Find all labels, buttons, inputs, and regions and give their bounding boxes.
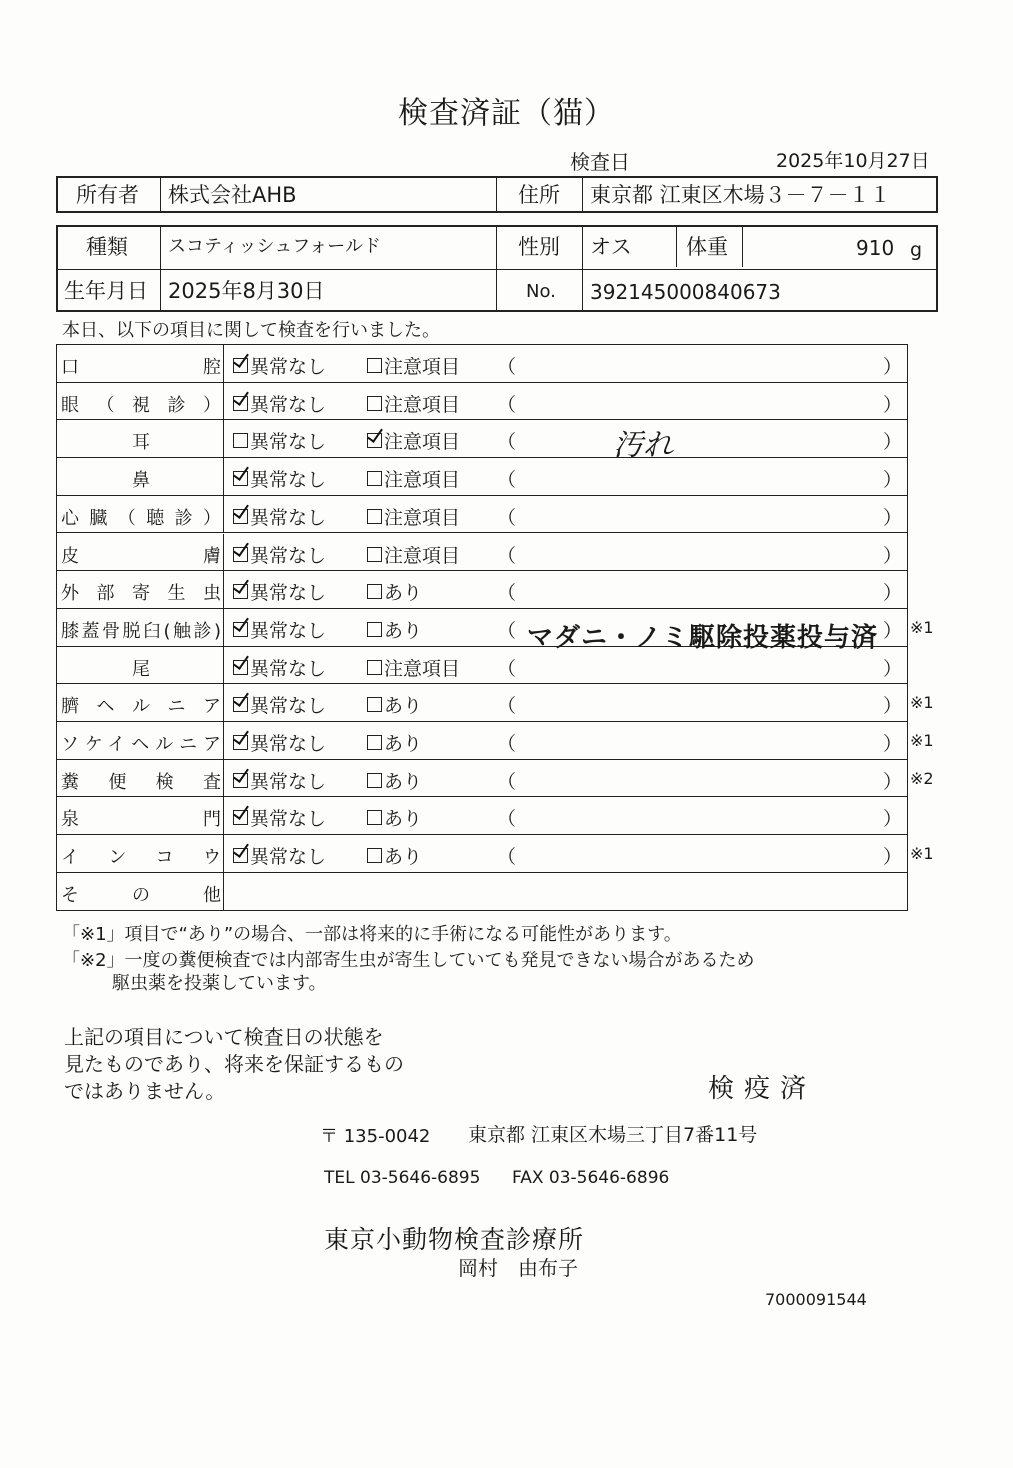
open-paren: （ <box>497 846 517 869</box>
option-label: あり <box>384 846 423 869</box>
microchip-number: 392145000840673 <box>590 280 781 304</box>
row-label: 尾 <box>132 658 150 680</box>
row-note: マダニ・ノミ駆除投薬投与済 <box>527 622 879 653</box>
table-row <box>57 647 907 685</box>
second-option[interactable] <box>367 729 422 756</box>
close-paren: ） <box>883 695 903 718</box>
normal-option[interactable] <box>233 691 326 718</box>
option-label: 注意項目 <box>384 544 461 567</box>
document-number: 7000091544 <box>765 1290 867 1309</box>
disclaimer-line-2: 見たものであり、将来を保証するもの <box>64 1052 404 1076</box>
checked-box-icon[interactable] <box>233 697 248 712</box>
row-label: 口 腔 <box>61 357 221 378</box>
second-option[interactable] <box>367 578 422 605</box>
checkbox-icon[interactable] <box>367 773 382 788</box>
option-label: 注意項目 <box>384 506 461 529</box>
table-row <box>57 496 907 534</box>
postal-code: 〒 135-0042 <box>320 1126 431 1147</box>
checkbox-icon[interactable] <box>367 396 382 411</box>
checkbox-icon[interactable] <box>367 810 382 825</box>
second-option[interactable] <box>367 842 422 869</box>
normal-option[interactable] <box>233 616 326 643</box>
normal-option[interactable] <box>233 541 326 568</box>
address-label: 住所 <box>518 183 560 207</box>
option-label: 異常なし <box>250 619 327 642</box>
option-label: 異常なし <box>250 506 327 529</box>
normal-option[interactable] <box>233 842 326 869</box>
no-label: No. <box>526 281 556 302</box>
option-label: 異常なし <box>250 695 327 718</box>
option-label: 注意項目 <box>384 469 461 492</box>
option-label: 異常なし <box>250 356 327 378</box>
row-label: 鼻 <box>132 470 150 492</box>
table-row <box>57 458 907 496</box>
intro-text: 本日、以下の項目に関して検査を行いました。 <box>62 320 440 341</box>
option-label: 異常なし <box>250 393 327 416</box>
clinic-name: 東京小動物検査診療所 <box>324 1225 585 1254</box>
option-label: 注意項目 <box>384 356 461 378</box>
checked-box-icon[interactable] <box>367 433 382 448</box>
footnote-mark: ※1 <box>910 617 934 637</box>
close-paren: ） <box>883 356 903 378</box>
checkbox-icon[interactable] <box>367 697 382 712</box>
second-option[interactable] <box>367 427 460 454</box>
quarantine-stamp: 検疫済 <box>708 1074 817 1104</box>
footnote-mark: ※1 <box>910 693 934 713</box>
weight-value: 910 <box>856 236 895 260</box>
open-paren: （ <box>497 431 517 454</box>
second-option[interactable] <box>367 767 422 794</box>
weight-label: 体重 <box>686 235 728 259</box>
open-paren: （ <box>497 393 517 416</box>
open-paren: （ <box>497 808 517 831</box>
close-paren: ） <box>883 733 903 755</box>
table-row <box>57 571 907 609</box>
table-row <box>57 609 907 653</box>
option-label: 異常なし <box>250 657 327 680</box>
normal-option[interactable] <box>233 804 326 831</box>
normal-option[interactable] <box>233 352 326 379</box>
footnote-2: 「※2」一度の糞便検査では内部寄生虫が寄生していても発見できない場合があるため <box>62 950 755 971</box>
close-paren: ） <box>883 544 903 567</box>
open-paren: （ <box>497 506 517 529</box>
footnote-2-cont: 駆虫薬を投薬しています。 <box>112 973 327 994</box>
normal-option[interactable] <box>233 390 326 417</box>
option-label: 異常なし <box>250 544 327 567</box>
close-paren: ） <box>883 770 903 793</box>
inspection-table <box>56 344 908 911</box>
normal-option[interactable] <box>233 465 326 492</box>
close-paren: ） <box>883 469 903 492</box>
owner-box <box>56 176 938 213</box>
close-paren: ） <box>883 506 903 529</box>
second-option[interactable] <box>367 390 460 417</box>
table-row <box>57 420 907 464</box>
checked-box-icon[interactable] <box>233 358 248 373</box>
close-paren: ） <box>883 431 903 454</box>
option-label: あり <box>384 582 423 605</box>
checkbox-icon[interactable] <box>367 584 382 599</box>
clinic-tel: TEL 03-5646-6895 <box>324 1168 481 1188</box>
open-paren: （ <box>497 469 517 492</box>
row-label: 皮 膚 <box>61 545 221 567</box>
checked-box-icon[interactable] <box>233 547 248 562</box>
breed-label: 種類 <box>86 235 128 259</box>
second-option[interactable] <box>367 691 422 718</box>
option-label: 異常なし <box>250 733 327 755</box>
option-label: 異常なし <box>250 582 327 605</box>
close-paren: ） <box>883 393 903 416</box>
checkbox-icon[interactable] <box>367 735 382 750</box>
normal-option[interactable] <box>233 767 326 794</box>
checkbox-icon[interactable] <box>367 622 382 637</box>
option-label: あり <box>384 770 423 793</box>
weight-unit: g <box>910 239 923 261</box>
clinic-address: 東京都 江東区木場三丁目7番11号 <box>468 1124 758 1146</box>
disclaimer-line-1: 上記の項目について検査日の状態を <box>64 1025 384 1049</box>
checked-box-icon[interactable] <box>233 509 248 524</box>
checked-box-icon[interactable] <box>233 471 248 486</box>
normal-option[interactable] <box>233 427 326 454</box>
option-label: 異常なし <box>250 846 327 869</box>
row-label: インコウ <box>61 847 221 869</box>
footnote-mark: ※1 <box>910 844 934 864</box>
open-paren: （ <box>497 657 517 680</box>
row-label: 眼（視診） <box>61 394 221 416</box>
option-label: 注意項目 <box>384 431 461 454</box>
checked-box-icon[interactable] <box>233 848 248 863</box>
footnote-mark: ※2 <box>910 768 934 788</box>
normal-option[interactable] <box>233 654 326 681</box>
normal-option[interactable] <box>233 729 326 756</box>
row-label: 臍ヘルニア <box>61 696 221 718</box>
table-row <box>57 684 907 722</box>
second-option[interactable] <box>367 541 460 568</box>
checkbox-icon[interactable] <box>367 471 382 486</box>
document-title: 検査済証（猫） <box>398 96 615 131</box>
row-label: 糞便検査 <box>61 771 221 793</box>
close-paren: ） <box>883 582 903 605</box>
row-label: 心臓（聴診） <box>61 507 221 529</box>
close-paren: ） <box>883 657 903 680</box>
close-paren: ） <box>883 619 903 642</box>
row-label: その他 <box>61 884 221 906</box>
option-label: 異常なし <box>250 770 327 793</box>
checked-box-icon[interactable] <box>233 396 248 411</box>
table-row <box>57 383 907 421</box>
option-label: 注意項目 <box>384 657 461 680</box>
doctor-name: 岡村 由布子 <box>458 1256 578 1280</box>
checkbox-icon[interactable] <box>367 358 382 373</box>
table-row <box>57 760 907 798</box>
checked-box-icon[interactable] <box>233 584 248 599</box>
option-label: 異常なし <box>250 808 327 831</box>
table-row <box>57 534 907 572</box>
close-paren: ） <box>883 846 903 869</box>
row-label: 耳 <box>132 432 150 454</box>
close-paren: ） <box>883 808 903 831</box>
table-row <box>57 345 907 383</box>
row-label: 膝蓋骨脱臼(触診) <box>61 620 221 642</box>
second-option[interactable] <box>367 352 460 379</box>
handwritten-note: 汚れ <box>613 428 673 464</box>
row-label: 外部寄生虫 <box>61 583 221 605</box>
checked-box-icon[interactable] <box>233 660 248 675</box>
option-label: あり <box>384 808 423 831</box>
open-paren: （ <box>497 770 517 793</box>
sex-label: 性別 <box>518 235 560 259</box>
table-row <box>57 873 907 911</box>
option-label: あり <box>384 733 423 755</box>
checked-box-icon[interactable] <box>233 810 248 825</box>
option-label: 注意項目 <box>384 393 461 416</box>
second-option[interactable] <box>367 654 460 681</box>
row-label: 泉 門 <box>61 809 221 831</box>
inspection-date: 2025年10月27日 <box>776 150 930 172</box>
checkbox-icon[interactable] <box>233 433 248 448</box>
checkbox-icon[interactable] <box>367 547 382 562</box>
open-paren: （ <box>497 733 517 755</box>
second-option[interactable] <box>367 804 422 831</box>
row-label: ソケイヘルニア <box>61 734 221 755</box>
option-label: あり <box>384 619 423 642</box>
animal-info-box <box>56 225 938 312</box>
inspection-date-label: 検査日 <box>570 150 630 174</box>
dob-value: 2025年8月30日 <box>168 279 325 303</box>
open-paren: （ <box>497 544 517 567</box>
owner-name: 株式会社AHB <box>168 183 297 207</box>
footnote-1: 「※1」項目で“あり”の場合、一部は将来的に手術になる可能性があります。 <box>62 924 682 945</box>
clinic-fax: FAX 03-5646-6896 <box>512 1168 670 1188</box>
open-paren: （ <box>497 356 517 378</box>
table-row <box>57 835 907 873</box>
checked-box-icon[interactable] <box>233 773 248 788</box>
second-option[interactable] <box>367 503 460 530</box>
checkbox-icon[interactable] <box>367 848 382 863</box>
dob-label: 生年月日 <box>64 279 148 303</box>
table-row <box>57 797 907 835</box>
second-option[interactable] <box>367 616 422 643</box>
owner-address: 東京都 江東区木場３－７－１１ <box>590 183 891 207</box>
disclaimer-line-3: ではありません。 <box>64 1079 226 1103</box>
footnote-mark: ※1 <box>910 731 934 750</box>
option-label: 異常なし <box>250 431 327 454</box>
breed-value: スコティッシュフォールド <box>168 236 381 257</box>
option-label: 異常なし <box>250 469 327 492</box>
normal-option[interactable] <box>233 578 326 605</box>
second-option[interactable] <box>367 465 460 492</box>
owner-label: 所有者 <box>76 183 139 207</box>
table-row <box>57 722 907 760</box>
checked-box-icon[interactable] <box>233 735 248 750</box>
sex-value: オス <box>590 235 632 259</box>
normal-option[interactable] <box>233 503 326 530</box>
checked-box-icon[interactable] <box>233 622 248 637</box>
open-paren: （ <box>497 695 517 718</box>
checkbox-icon[interactable] <box>367 509 382 524</box>
open-paren: （ <box>497 582 517 605</box>
checkbox-icon[interactable] <box>367 660 382 675</box>
open-paren: （ <box>497 619 517 642</box>
option-label: あり <box>384 695 423 718</box>
